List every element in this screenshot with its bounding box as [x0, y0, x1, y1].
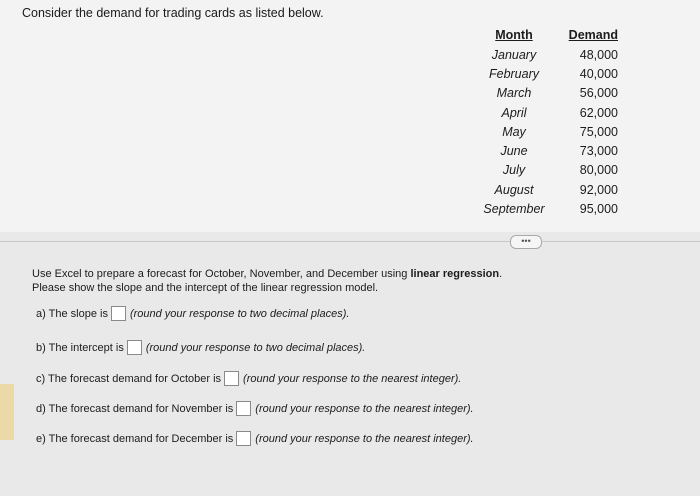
month-cell: February	[488, 66, 540, 81]
month-cell: June	[500, 144, 528, 159]
demand-header: Demand	[568, 27, 618, 42]
question-october	[36, 371, 461, 386]
october-answer-input[interactable]	[224, 371, 239, 386]
question-label: c) The forecast demand for October is	[36, 372, 222, 385]
question-hint: (round your response to the nearest integer).	[255, 432, 474, 445]
instructions	[32, 268, 502, 295]
november-answer-input[interactable]	[236, 401, 251, 416]
table-row	[480, 45, 618, 64]
instructions-line-2: Please show the slope and the intercept of the linear regression model.	[32, 281, 379, 294]
month-cell: July	[502, 163, 526, 178]
demand-cell: 62,000	[579, 105, 618, 120]
table-row	[480, 161, 618, 180]
question-label: a) The slope is	[36, 307, 108, 320]
demand-cell: 75,000	[579, 124, 618, 139]
demand-cell: 92,000	[579, 182, 618, 197]
demand-cell: 95,000	[579, 202, 618, 217]
demand-cell: 80,000	[579, 163, 618, 178]
table-row	[480, 122, 618, 141]
question-hint: (round your response to two decimal places).	[129, 307, 350, 320]
demand-cell: 56,000	[579, 86, 618, 101]
slope-answer-input[interactable]	[111, 306, 126, 321]
demand-cell: 40,000	[579, 66, 618, 81]
problem-intro: Consider the demand for trading cards as listed below.	[22, 6, 324, 20]
table-row	[480, 64, 618, 83]
question-label: e) The forecast demand for December is	[36, 432, 234, 445]
question-november	[36, 401, 474, 416]
question-label: b) The intercept is	[36, 341, 124, 354]
month-cell: August	[494, 182, 534, 197]
question-hint: (round your response to the nearest integer).	[243, 372, 462, 385]
month-cell: April	[501, 105, 527, 120]
december-answer-input[interactable]	[236, 431, 251, 446]
month-cell: May	[502, 124, 526, 139]
question-slope	[36, 306, 349, 321]
table-row	[480, 141, 618, 160]
demand-cell: 48,000	[579, 47, 618, 62]
table-row	[480, 180, 618, 199]
demand-table	[480, 26, 618, 219]
instructions-text: Use Excel to prepare a forecast for October, November, and December using	[32, 268, 411, 280]
question-intercept	[36, 340, 365, 355]
side-highlight-bar	[0, 384, 14, 440]
month-cell: January	[491, 47, 537, 62]
month-cell: September	[483, 202, 545, 217]
intercept-answer-input[interactable]	[127, 340, 142, 355]
question-hint: (round your response to the nearest integer).	[255, 402, 474, 415]
table-row	[480, 84, 618, 103]
expand-more-button[interactable]: •••	[510, 235, 542, 249]
demand-cell: 73,000	[579, 144, 618, 159]
month-cell: March	[496, 86, 532, 101]
instructions-bold-text: linear regression	[410, 268, 500, 280]
table-row	[480, 199, 618, 218]
instructions-line-1	[32, 268, 502, 282]
question-hint: (round your response to two decimal places).	[145, 341, 366, 354]
question-december	[36, 431, 474, 446]
month-header: Month	[495, 27, 533, 42]
section-divider	[0, 241, 700, 242]
table-header-row	[480, 26, 618, 45]
table-row	[480, 103, 618, 122]
question-label: d) The forecast demand for November is	[36, 402, 234, 415]
instructions-suffix: .	[499, 268, 503, 280]
